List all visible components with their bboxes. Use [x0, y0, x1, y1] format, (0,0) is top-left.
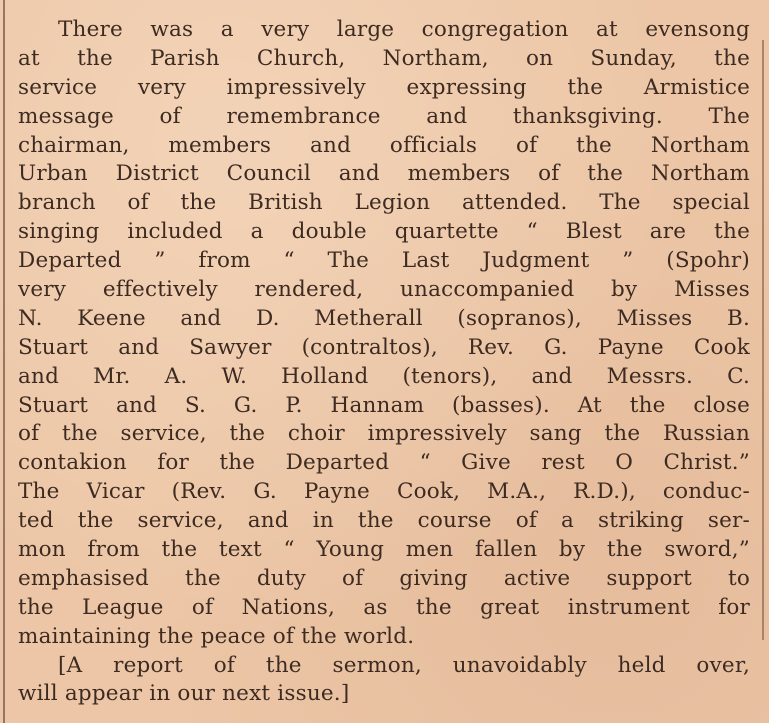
text-line: ted the service, and in the course of a striking ser-: [18, 508, 750, 534]
text-line: N. Keene and D. Metherall (sopranos), Misses B.: [18, 305, 750, 331]
text-line: There was a very large congregation at evensong: [58, 17, 750, 42]
text-line: contakion for the Departed “ Give rest O Christ.”: [18, 450, 750, 476]
text-line: singing included a double quartette “ Blest are the: [18, 219, 750, 245]
text-line: [A report of the sermon, unavoidably held over,: [58, 652, 750, 678]
article-body: [18, 16, 750, 709]
text-line: Stuart and S. G. P. Hannam (basses). At the close: [18, 392, 750, 418]
text-line: of the service, the choir impressively sang the Russian: [18, 421, 750, 447]
text-line: Urban District Council and members of the Northam: [18, 161, 750, 187]
text-line: at the Parish Church, Northam, on Sunday, the: [18, 45, 750, 71]
column-rule-right: [762, 40, 764, 640]
text-line: The Vicar (Rev. G. Payne Cook, M.A., R.D.), conduc-: [18, 479, 750, 505]
text-line: mon from the text “ Young men fallen by the sword,”: [18, 537, 750, 563]
text-line: branch of the British Legion attended. The special: [18, 190, 750, 216]
text-line: maintaining the peace of the world.: [18, 623, 415, 649]
text-line: chairman, members and officials of the Northam: [18, 132, 750, 158]
paragraph-note: [18, 652, 750, 710]
text-line: Departed ” from “ The Last Judgment ” (Spohr): [18, 248, 750, 274]
text-line: service very impressively expressing the Armistice: [18, 74, 750, 100]
text-line: and Mr. A. W. Holland (tenors), and Messrs. C.: [18, 363, 750, 389]
column-rule-left: [3, 0, 5, 723]
paragraph-main: [18, 16, 750, 652]
text-line: Stuart and Sawyer (contraltos), Rev. G. Payne Cook: [18, 334, 750, 360]
text-line: will appear in our next issue.]: [18, 681, 350, 707]
text-line: the League of Nations, as the great instrument for: [18, 594, 750, 620]
text-line: emphasised the duty of giving active support to: [18, 565, 750, 591]
text-line: very effectively rendered, unaccompanied by Misses: [18, 277, 750, 303]
text-line: message of remembrance and thanksgiving. The: [18, 103, 750, 129]
